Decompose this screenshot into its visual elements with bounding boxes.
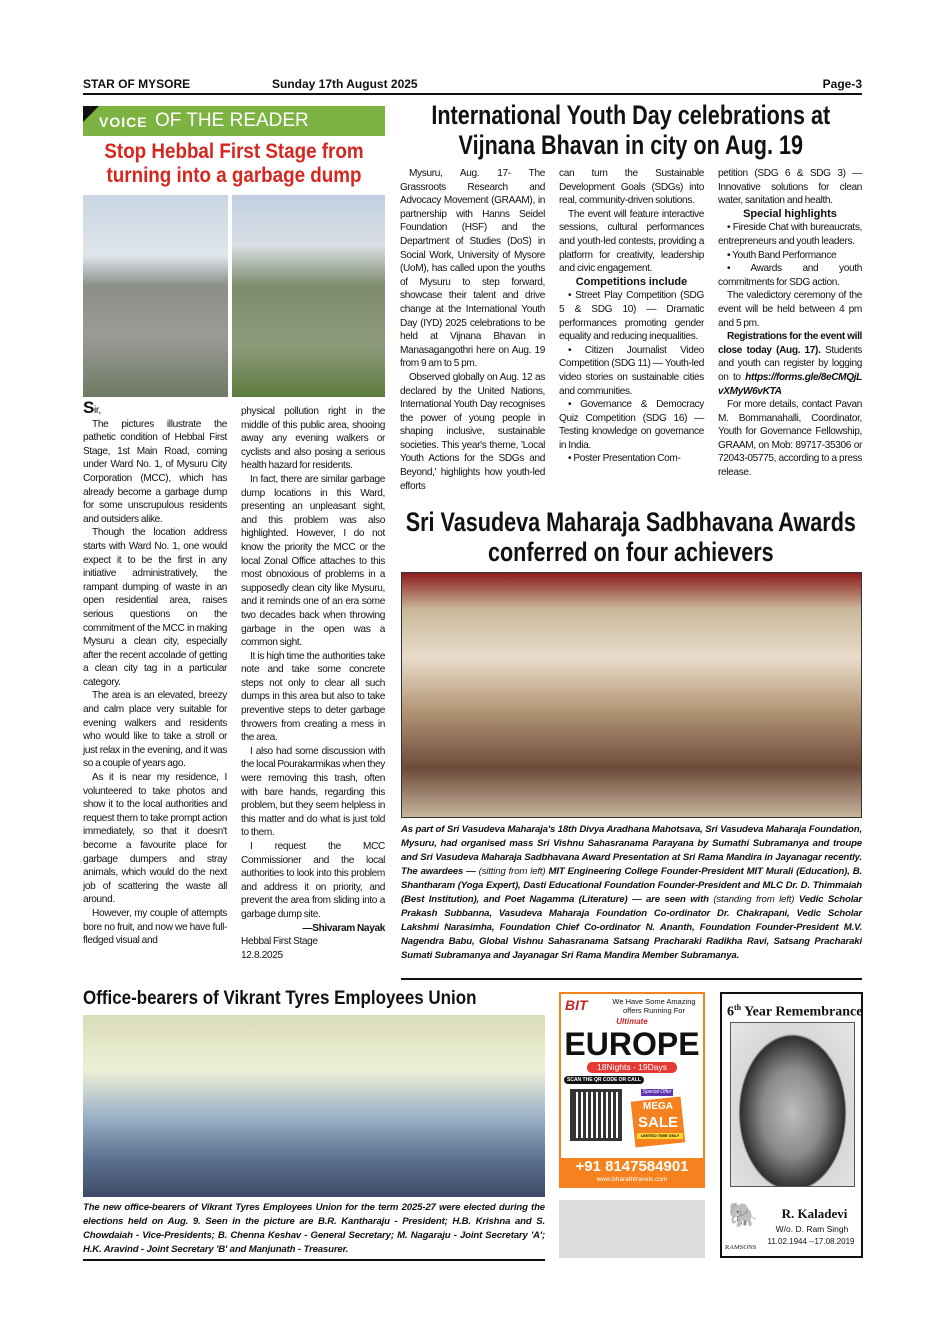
paragraph: Mysuru, Aug. 17- The Grassroots Research and Advocacy Movement (GRAAM), in partnership with Hanns Seidel Foundation (HSF) and the Department of Studies (DoS) in Social Work, University of Mysore (UoM), has called upon the youths of Mysuru to step forward, showcase their talent and drive change at the International Youth Day (IYD) 2025 celebrations to be held at Vijnana Bhavan in Manasagangothri here on Aug. 19 from 9 am to 5 pm. <box>400 168 545 370</box>
highlights-heading: Special highlights <box>743 207 837 220</box>
paragraph: In fact, there are similar garbage dump locations in this Ward, presenting an unpleasant sight, and this problem was also highlighted. However, I do not know the priority the MCC or the local Zonal Office attaches to this most obnoxious of problems in a supposedly clean city like Mysuru, and it reminds one of an era some two decades back when throwing garbage in the open was a common sight. <box>241 473 385 649</box>
garbage-photo-1 <box>83 195 228 397</box>
qr-code-icon[interactable] <box>570 1089 622 1141</box>
paragraph: The area is an elevated, breezy and calm place very suitable for evening walkers and residents who would like to take a stroll or just relax in the evening, and it was so a couple of years ago. <box>83 690 227 770</box>
letter-signature: —Shivaram Nayak <box>302 922 385 934</box>
caption-part: Vedic Scholar Prakash Subbanna, Vasudeva Maharaja Foundation Co-ordinator Dr. Chakrapani, Vedic Scholar Lakshmi Narasimha, Foundation Chief Co-ordinator N. Ananth, Foundation Founder-President M.V. Nagendra Babu, Global Vishnu Sahasranama Satsang Pracharaki Radikha Ravi, Satsang Pracharaki Sumati Subramanya and Jayanagar Sri Rama Mandira Member Subramanya. <box>401 894 862 961</box>
caption-part: MIT Engineering College Founder-President MIT Murali (Education), B. Shantharam (Yoga Expert), Dasti Educational Foundation Founder-President and MLC Dr. D. Thimmaiah (Best Institution), and Poet Nagamma (Literature) — are seen with <box>401 866 863 905</box>
youth-column-2 <box>559 167 704 466</box>
paragraph: The pictures illustrate the pathetic condition of Hebbal First Stage, 1st Main Road, coming under Ward No. 1, of Mysuru City Corporation (MCC), which has already become a garbage dump for some unscrupulous residents and outsiders alike. <box>83 418 227 525</box>
ad-duration: 18Nights - 19Days <box>587 1062 677 1073</box>
portrait-photo <box>730 1022 855 1187</box>
caption-rule <box>83 1259 545 1261</box>
relation: W/o. D. Ram Singh <box>775 1224 849 1234</box>
letter-column-1 <box>83 398 227 948</box>
title-text: Year Remembrance <box>741 1004 863 1020</box>
union-headline: Office-bearers of Vikrant Tyres Employees Union <box>83 987 477 1009</box>
letter-date: 12.8.2025 <box>241 949 283 961</box>
competition-item: • Governance & Democracy Quiz Competition (SDG 16) — Testing knowledge on governance in India. <box>559 399 704 451</box>
caption-part: (standing from left) <box>713 894 795 905</box>
competition-item: • Citizen Journalist Video Competition (SDG 11) — Youth-led video stories on sustainable cities and communities. <box>559 344 704 397</box>
paragraph: petition (SDG 6 & SDG 3) — Innovative solutions for clean water, sanitation and health. <box>718 168 862 207</box>
ad-logo: BIT <box>565 997 588 1013</box>
ordinal: 6 <box>727 1004 734 1020</box>
europe-travel-ad[interactable] <box>559 992 705 1188</box>
remembrance-notice <box>720 992 863 1258</box>
paragraph: As it is near my residence, I volunteered to take photos and show it to the local authorities and request them to take prompt action immediately, so that it doesn't become a favourite place for garbage dumpers and stray animals, which would do the next job of scattering the waste all around. <box>83 772 227 906</box>
awards-headline: Sri Vasudeva Maharaja Sadbhavana Awards conferred on four achievers <box>405 507 856 568</box>
paragraph: It is high time the authorities take note and take some concrete steps not only to clear all such dumps in this area but also to take preventive steps to deter garbage throwers from creating a mess in the area. <box>241 650 385 744</box>
paragraph: However, my couple of attempts bore no fruit, and now we have full-fledged visual and <box>83 907 227 947</box>
blank-ad-slot <box>559 1200 705 1258</box>
ad-scan-label: SCAN THE QR CODE OR CALL <box>564 1076 644 1084</box>
ad-limited: LIMITED TIME ONLY <box>637 1133 683 1139</box>
issue-date: Sunday 17th August 2025 <box>272 77 418 91</box>
letter-place: Hebbal First Stage <box>241 936 318 948</box>
reader-label: OF THE READER <box>155 110 309 131</box>
paragraph: physical pollution right in the middle of this public area, shooing away any evening walkers or cyclists and also posing a serious health hazard for residents. <box>241 406 385 472</box>
life-dates: 11.02.1944 --17.08.2019 <box>767 1237 855 1246</box>
paragraph: The event will feature interactive sessions, cultural performances and youth-led contests, providing a platform for creativity, leadership and civic engagement. <box>559 208 704 275</box>
paper-name: STAR OF MYSORE <box>83 77 191 91</box>
ad-website[interactable]: www.bharathtravels.com <box>596 1176 668 1183</box>
ordinal-suffix: th <box>734 1003 742 1012</box>
salutation: ir, <box>94 405 101 416</box>
drop-cap: S <box>83 398 94 417</box>
ad-footer <box>561 1158 703 1186</box>
deceased-name: R. Kaladevi <box>781 1206 848 1221</box>
banner-corner <box>83 106 99 122</box>
caption-part: As part of Sri Vasudeva Maharaja's 18th Divya Aradhana Mahotsava, Sri Vasudeva Maharaja Foundation, Mysuru, had organised mass Sri Vishnu Sahasranama Parayana by Sumathi Subramanya and troupe and Sri Vasudeva Maharaja Sadbhavana Award Presentation at Sri Rama Mandira in Jayanagar recently. The awardees — <box>401 824 862 877</box>
ad-destination: EUROPE <box>564 1026 700 1062</box>
union-caption: The new office-bearers of Vikrant Tyres Employees Union for the term 2025-27 were elected during the elections held on Aug. 9. Seen in the picture are B.R. Kantharaju - President; H.B. Krishna and S. Chowdaiah - Vice-Presidents; B. Chenna Keshav - General Secretary; M. Nagaraju - Joint Secretary 'A'; H.K. Aravind - Joint Secretary 'B' and Manjunath - Treasurer. <box>83 1202 545 1255</box>
competition-item: • Poster Presentation Com- <box>568 453 681 465</box>
ad-mega: MEGA <box>643 1101 673 1112</box>
brand-name: RAMSONS <box>725 1244 757 1251</box>
registration-notice: Registrations for the event will close today (Aug. 17). <box>718 331 862 356</box>
voice-banner <box>83 106 385 136</box>
highlight-item: • Awards and youth commitments for SDG action. <box>718 263 862 288</box>
registration-text: Students and youth can register by logging on to <box>718 344 862 383</box>
page-number: Page-3 <box>822 77 862 91</box>
youth-column-3 <box>718 167 862 480</box>
ad-tagline: We Have Some Amazing offers Running For <box>612 997 696 1015</box>
paragraph: I also had some discussion with the local Pourakarmikas when they were removing this trash, often with bare hands, regarding this problem, but they seem helpless in this matter and do what is just told to them. <box>241 745 385 839</box>
competitions-heading: Competitions include <box>575 275 688 288</box>
youth-column-1 <box>400 167 545 493</box>
awards-photo <box>401 572 862 818</box>
paragraph: I request the MCC Commissioner and the local authorities to look into this problem and address it on priority, and prevent the area from sliding into a garbage dump site. <box>241 841 385 920</box>
paragraph: Observed globally on Aug. 12 as declared by the United Nations, International Youth Day recognises the power of young people in shaping inclusive, sustainable societies. This year's theme, 'Local Youth Actions for the SDGs and Beyond,' highlights how youth-led efforts <box>400 371 545 492</box>
paragraph: Though the location address starts with Ward No. 1, one would expect it to be the first in any initiative administratively, the rampant dumping of waste in an open residential area, raises serious questions on the commitment of the MCC in making Mysuru a clean city, especially after the recent accolade of getting a clean city tag in a particular category. <box>83 527 227 688</box>
elephant-logo-icon: 🐘 <box>728 1202 758 1229</box>
caption-rule <box>401 978 862 980</box>
letter-headline: Stop Hebbal First Stage from turning into a garbage dump <box>104 139 364 188</box>
youth-day-headline: International Youth Day celebrations at Vijnana Bhavan in city on Aug. 19 <box>431 100 831 161</box>
highlight-item: • Youth Band Performance <box>727 249 837 261</box>
ad-ultimate: Ultimate <box>616 1017 648 1026</box>
paragraph: For more details, contact Pavan M. Bommanahalli, Coordinator, Youth for Governance Fellowship, GRAAM, on Mob: 89717-35306 or 72043-05775, according to a press release. <box>718 399 862 479</box>
union-photo <box>83 1015 545 1197</box>
ad-special: Special Offer <box>642 1089 672 1095</box>
paragraph: The valedictory ceremony of the event will be held between 4 pm and 5 pm. <box>718 290 862 329</box>
competition-item: • Street Play Competition (SDG 5 & SDG 10) — Dramatic performances promoting gender equality and reducing inequalities. <box>559 290 704 343</box>
remembrance-title <box>727 999 863 1021</box>
paragraph: can turn the Sustainable Development Goals (SDGs) into real, community-driven solutions. <box>559 168 704 207</box>
ad-sale: SALE <box>637 1114 678 1131</box>
letter-column-2 <box>241 405 385 962</box>
highlight-item: • Fireside Chat with bureaucrats, entrepreneurs and youth leaders. <box>718 222 862 247</box>
awards-caption <box>401 823 862 963</box>
ad-phone[interactable]: +91 8147584901 <box>575 1158 689 1175</box>
registration-link[interactable]: https://forms.gle/8eCMQjLvXMyW6vKTA <box>718 371 862 397</box>
garbage-photo-2 <box>232 195 385 397</box>
masthead-rule <box>83 93 862 95</box>
voice-label: VOICE <box>99 114 148 130</box>
caption-part: (sitting from left) <box>478 866 546 877</box>
